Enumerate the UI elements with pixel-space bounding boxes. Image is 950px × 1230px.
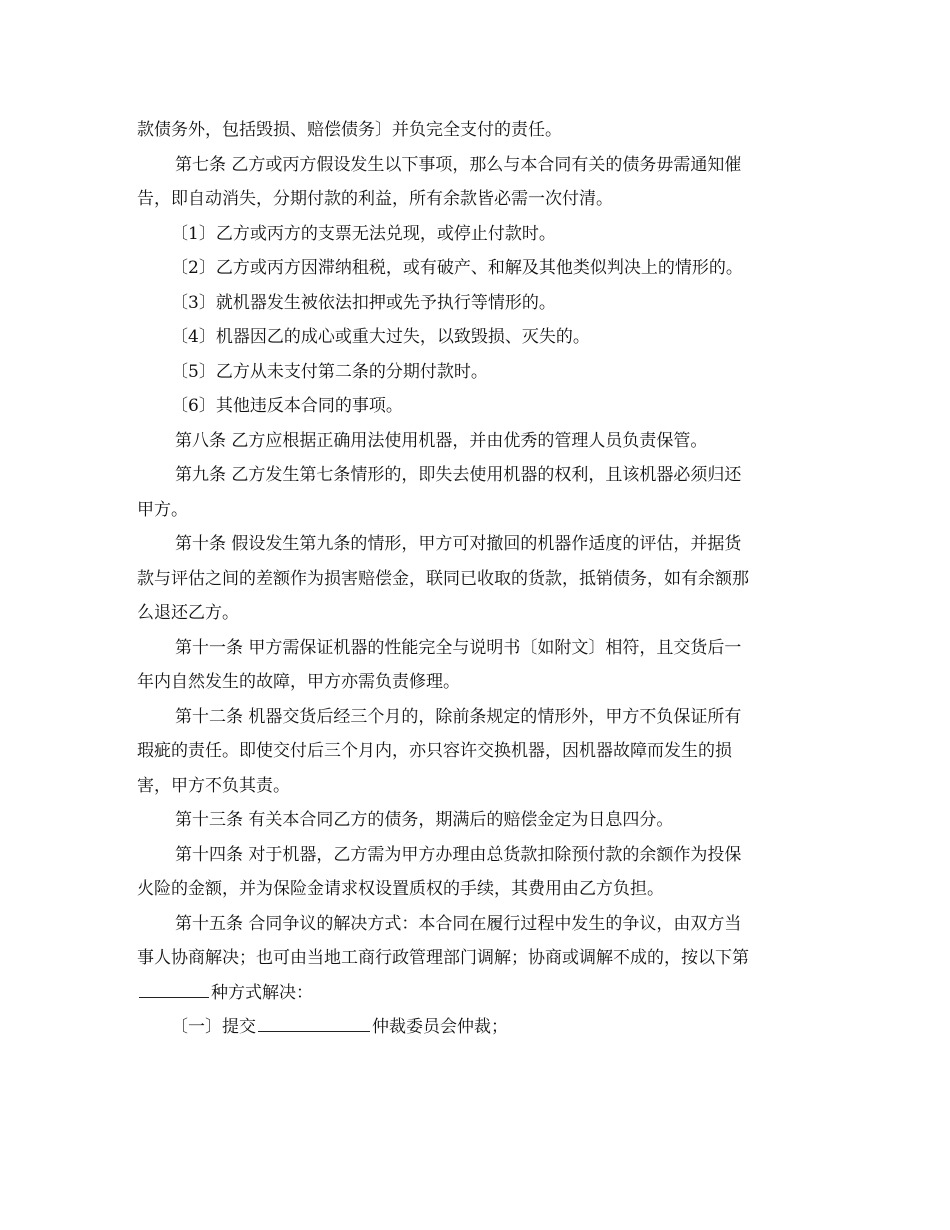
article-12-line-1: 第十二条 机器交货后经三个月的，除前条规定的情形外，甲方不负保证所有 <box>175 706 742 727</box>
article-12-line-2: 瑕疵的责任。即使交付后三个月内，亦只容许交换机器，因机器故障而发生的损 <box>137 741 732 761</box>
article-10-line-3: 么退还乙方。 <box>137 603 239 623</box>
item-3: 〔3〕就机器发生被依法扣押或先予执行等情形的。 <box>171 292 556 313</box>
article-15-line-2: 事人协商解决；也可由当地工商行政管理部门调解；协商或调解不成的，按以下第 <box>137 948 749 968</box>
article-11-line-2: 年内自然发生的故障，甲方亦需负责修理。 <box>137 672 460 692</box>
method-suffix: 种方式解决： <box>211 982 313 1003</box>
article-14-line-1: 第十四条 对于机器，乙方需为甲方办理由总货款扣除预付款的余额作为投保 <box>175 844 742 865</box>
arbitration-committee-blank <box>258 1013 370 1032</box>
method-number-blank <box>139 979 209 998</box>
article-15-line-3 <box>137 976 813 1011</box>
article-8: 第八条 乙方应根据正确用法使用机器，并由优秀的管理人员负责保管。 <box>175 430 708 451</box>
article-11-line-1: 第十一条 甲方需保证机器的性能完全与说明书〔如附文〕相符，且交货后一 <box>175 637 742 658</box>
article-15-line-1: 第十五条 合同争议的解决方式：本合同在履行过程中发生的争议，由双方当 <box>175 913 742 934</box>
article-10-line-2: 款与评估之间的差额作为损害赔偿金，联同已收取的货款，抵销债务，如有余额那 <box>137 568 749 589</box>
option-1-line <box>137 1010 813 1045</box>
contract-text <box>137 113 813 1045</box>
option-1-prefix: 〔一〕提交 <box>171 1017 256 1037</box>
article-14-line-2: 火险的金额，并为保险金请求权设置质权的手续，其费用由乙方负担。 <box>137 879 664 899</box>
article-9-line-2: 甲方。 <box>137 499 188 520</box>
item-2: 〔2〕乙方或丙方因滞纳租税，或有破产、和解及其他类似判决上的情形的。 <box>171 258 743 278</box>
text-line-1: 款债务外，包括毁损、赔偿债务〕并负完全支付的责任。 <box>137 120 562 140</box>
article-9-line-1: 第九条 乙方发生第七条情形的，即失去使用机器的权利，且该机器必须归还 <box>175 465 742 485</box>
item-6: 〔6〕其他违反本合同的事项。 <box>171 396 403 416</box>
item-4: 〔4〕机器因乙的成心或重大过失，以致毁损、灭失的。 <box>171 327 590 347</box>
article-13: 第十三条 有关本合同乙方的债务，期满后的赔偿金定为日息四分。 <box>175 810 674 830</box>
item-1: 〔1〕乙方或丙方的支票无法兑现，或停止付款时。 <box>171 223 556 244</box>
option-1-suffix: 仲裁委员会仲裁； <box>372 1017 508 1037</box>
article-7-line-1: 第七条 乙方或丙方假设发生以下事项，那么与本合同有关的债务毋需通知催 <box>175 154 742 175</box>
item-5: 〔5〕乙方从未支付第二条的分期付款时。 <box>171 361 488 382</box>
article-10-line-1: 第十条 假设发生第九条的情形，甲方可对撤回的机器作适度的评估，并据货 <box>175 534 742 554</box>
article-7-line-2: 告，即自动消失，分期付款的利益，所有余款皆必需一次付清。 <box>137 189 613 209</box>
article-12-line-3: 害，甲方不负其责。 <box>137 775 290 796</box>
